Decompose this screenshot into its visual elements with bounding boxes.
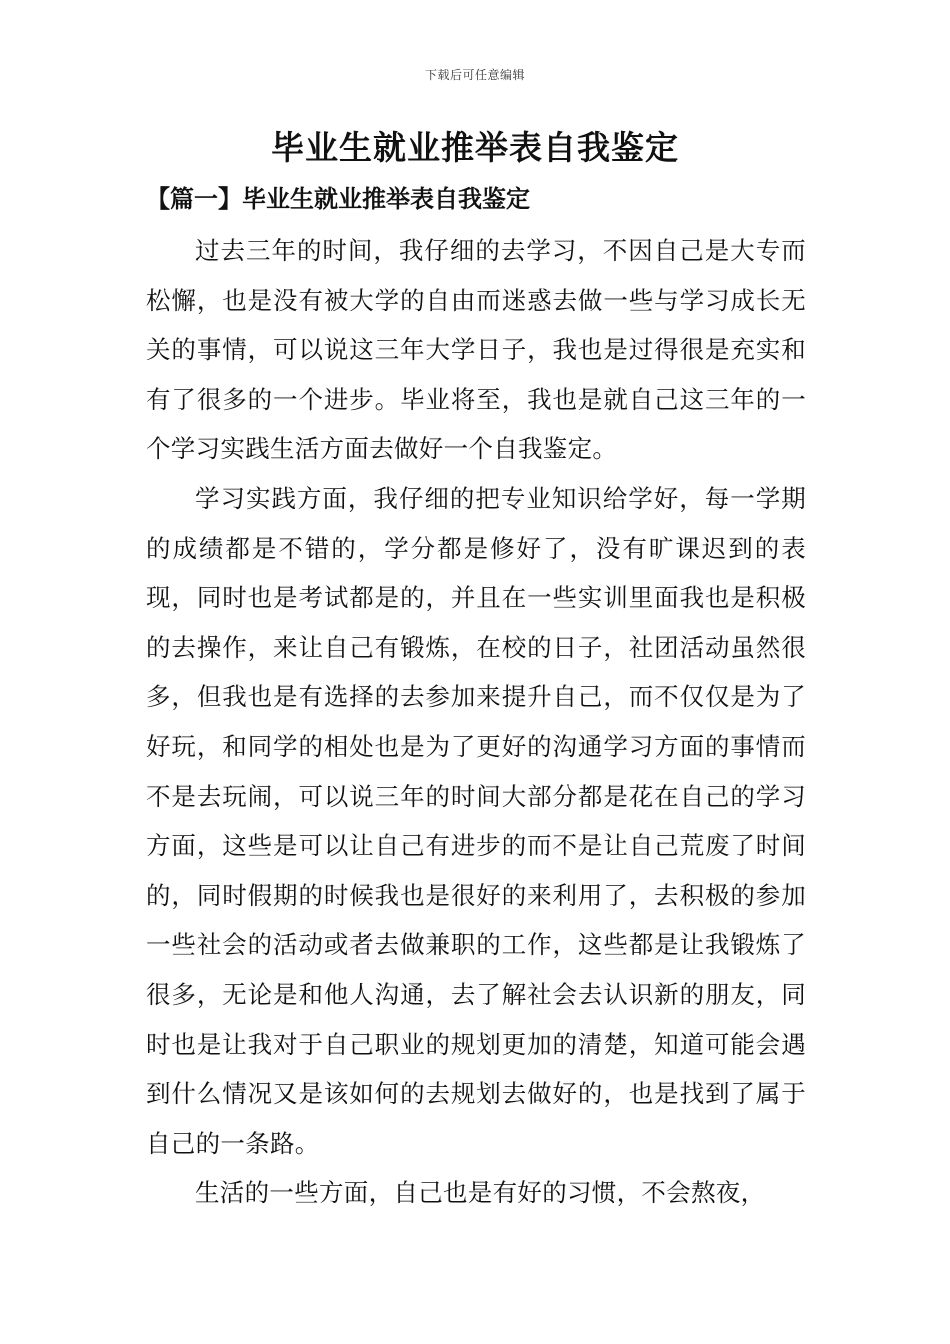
document-title: 毕业生就业推举表自我鉴定	[271, 128, 679, 167]
paragraph: 学习实践方面，我仔细的把专业知识给学好，每一学期的成绩都是不错的，学分都是修好了，没有旷课迟到的表现，同时也是考试都是的，并且在一些实训里面我也是积极的去操作，来让自己有锻炼，在校的日子，社团活动虽然很多，但我也是有选择的去参加来提升自己，而不仅仅是为了好玩，和同学的相处也是为了更好的沟通学习方面的事情而不是去玩闹，可以说三年的时间大部分都是花在自己的学习方面，这些是可以让自己有进步的而不是让自己荒废了时间的，同时假期的时候我也是很好的来利用了，去积极的参加一些社会的活动或者去做兼职的工作，这些都是让我锻炼了很多，无论是和他人沟通，去了解社会去认识新的朋友，同时也是让我对于自己职业的规划更加的清楚，知道可能会遇到什么情况又是该如何的去规划去做好的，也是找到了属于自己的一条路。	[146, 483, 806, 1158]
paragraph: 生活的一些方面，自己也是有好的习惯，不会熬夜，	[195, 1178, 766, 1208]
header-note: 下载后可任意编辑	[424, 68, 525, 82]
body-text	[146, 226, 806, 1218]
section-heading: 【篇一】毕业生就业推举表自我鉴定	[146, 184, 530, 213]
paragraph: 过去三年的时间，我仔细的去学习，不因自己是大专而松懈，也是没有被大学的自由而迷惑去做一些与学习成长无关的事情，可以说这三年大学日子，我也是过得很是充实和有了很多的一个进步。毕业将至，我也是就自己这三年的一个学习实践生活方面去做好一个自我鉴定。	[146, 236, 806, 464]
